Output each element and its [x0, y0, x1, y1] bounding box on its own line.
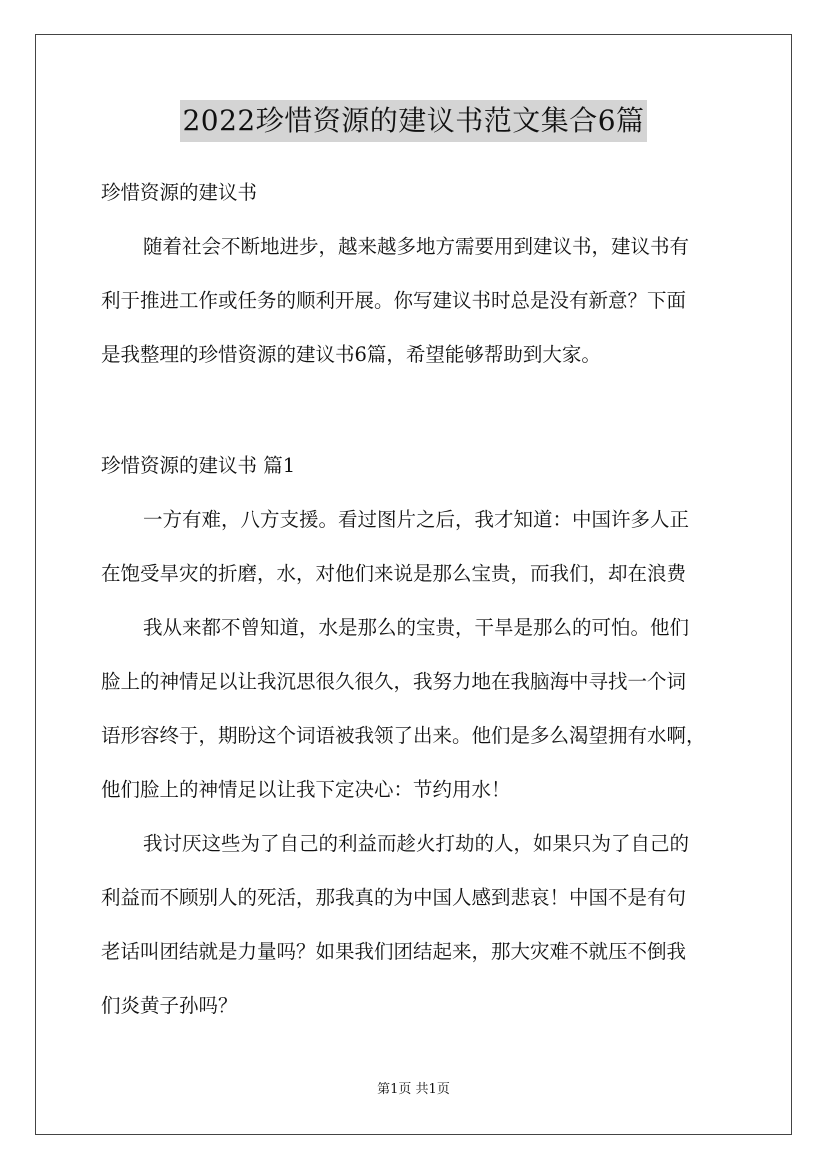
paragraph-line: 在饱受旱灾的折磨，水，对他们来说是那么宝贵，而我们，却在浪费 — [101, 562, 687, 585]
paragraph-line: 利于推进工作或任务的顺利开展。你写建议书时总是没有新意？下面 — [101, 289, 687, 312]
paragraph-line: 一方有难，八方支援。看过图片之后，我才知道：中国许多人正 — [143, 508, 690, 531]
section-heading: 珍惜资源的建议书 篇1 — [101, 454, 296, 477]
page-number-footer: 第1页 共1页 — [377, 1082, 450, 1097]
paragraph-line: 随着社会不断地进步，越来越多地方需要用到建议书，建议书有 — [143, 235, 690, 258]
document-title: 2022珍惜资源的建议书范文集合6篇 — [180, 100, 646, 142]
paragraph-line: 老话叫团结就是力量吗？如果我们团结起来，那大灾难不就压不倒我 — [101, 940, 687, 963]
paragraph-line: 我讨厌这些为了自己的利益而趁火打劫的人，如果只为了自己的 — [143, 832, 690, 855]
title-container — [0, 100, 827, 142]
paragraph-line: 脸上的神情足以让我沉思很久很久，我努力地在我脑海中寻找一个词 — [101, 670, 687, 693]
paragraph-line: 我从来都不曾知道，水是那么的宝贵，干旱是那么的可怕。他们 — [143, 616, 690, 639]
paragraph-line: 利益而不顾别人的死活，那我真的为中国人感到悲哀！中国不是有句 — [101, 886, 687, 909]
subtitle-line: 珍惜资源的建议书 — [101, 181, 258, 204]
paragraph-line: 是我整理的珍惜资源的建议书6篇，希望能够帮助到大家。 — [101, 343, 601, 366]
paragraph-line: 语形容终于，期盼这个词语被我领了出来。他们是多么渴望拥有水啊， — [101, 724, 706, 747]
paragraph-line: 他们脸上的神情足以让我下定决心：节约用水！ — [101, 778, 511, 801]
paragraph-line: 们炎黄子孙吗？ — [101, 994, 238, 1017]
